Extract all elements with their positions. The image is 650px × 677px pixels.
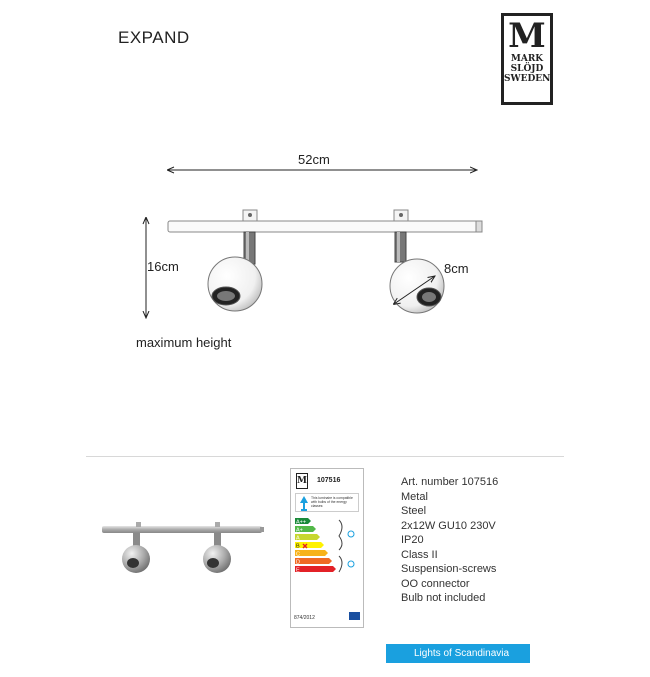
energy-label-regulation: 874/2012 bbox=[294, 615, 315, 621]
stem-right bbox=[395, 232, 406, 262]
spec-connector: OO connector bbox=[401, 577, 470, 590]
logo-line-2: SLÖJD bbox=[510, 64, 544, 74]
energy-label bbox=[290, 468, 364, 628]
bulb-icon bbox=[348, 531, 354, 537]
energy-class-6: D bbox=[296, 559, 300, 566]
lamp-icon bbox=[298, 495, 310, 512]
diameter-label: 8cm bbox=[444, 261, 469, 276]
footer-text: Lights of Scandinavia bbox=[414, 648, 510, 659]
spec-material-2: Steel bbox=[401, 505, 427, 517]
spec-list bbox=[401, 475, 498, 606]
height-label: 16cm bbox=[147, 259, 179, 274]
energy-label-compat: This luminaire is compatible with bulbs of the energy classes: bbox=[311, 496, 353, 508]
energy-class-5: C bbox=[296, 551, 300, 558]
footer-bar bbox=[386, 644, 530, 663]
spec-power: 2x12W GU10 230V bbox=[401, 519, 496, 532]
energy-class-7: E bbox=[296, 567, 300, 574]
energy-label-info bbox=[295, 493, 359, 512]
spec-ip: IP20 bbox=[401, 534, 424, 546]
rail bbox=[168, 221, 480, 232]
energy-class-1: A++ bbox=[296, 519, 307, 526]
product-photo bbox=[100, 515, 270, 590]
energy-class-3: A bbox=[296, 535, 300, 542]
height-note: maximum height bbox=[136, 335, 232, 350]
bracket-icon bbox=[339, 520, 342, 550]
spec-mounting: Suspension-screws bbox=[401, 563, 497, 575]
eu-flag-icon bbox=[349, 612, 360, 620]
spec-material-1: Metal bbox=[401, 490, 428, 503]
product-title: EXPAND bbox=[118, 28, 190, 47]
energy-class-bars bbox=[293, 516, 365, 580]
logo-line-3: SWEDEN bbox=[504, 74, 551, 84]
energy-label-logo: M bbox=[296, 473, 308, 489]
spec-art-number: Art. number 107516 bbox=[401, 476, 499, 488]
energy-label-number: 107516 bbox=[317, 477, 341, 484]
spec-class: Class II bbox=[401, 548, 438, 561]
energy-class-4: B bbox=[296, 543, 300, 550]
width-label: 52cm bbox=[298, 152, 330, 167]
energy-class-2: A+ bbox=[296, 527, 303, 534]
logo-letter: M bbox=[508, 16, 546, 56]
spec-bulb: Bulb not included bbox=[401, 592, 486, 604]
divider bbox=[86, 456, 564, 457]
logo-line-1: MARK bbox=[510, 54, 544, 64]
